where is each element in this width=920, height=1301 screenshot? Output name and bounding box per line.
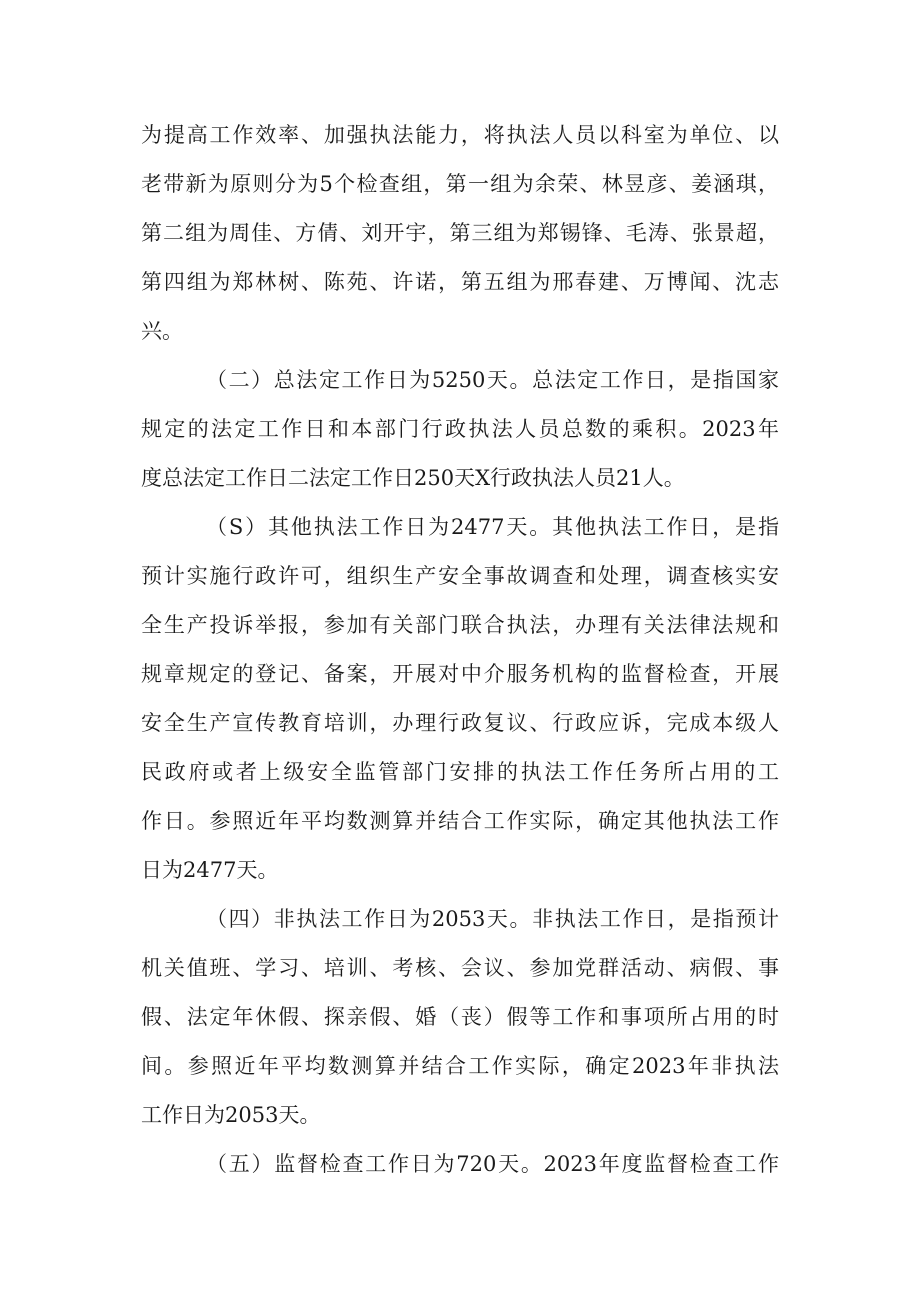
paragraph-4-line-3: 假、法定年休假、探亲假、婚（丧）假等工作和事项所占用的时	[141, 1005, 779, 1029]
paragraph-4-line-2: 机关值班、学习、培训、考核、会议、参加党群活动、病假、事	[141, 956, 779, 980]
paragraph-3-line-1: （S）其他执法工作日为2477天。其他执法工作日，是指	[206, 515, 779, 539]
paragraph-2-line-1: （二）总法定工作日为5250天。总法定工作日，是指国家	[206, 368, 779, 392]
paragraph-3-line-4: 规章规定的登记、备案，开展对中介服务机构的监督检查，开展	[141, 662, 779, 686]
paragraph-1-line-2: 老带新为原则分为5个检查组，第一组为余荣、林昱彦、姜涵琪，	[141, 172, 779, 196]
paragraph-3-line-8: 日为2477天。	[141, 858, 279, 882]
paragraph-1-line-4: 第四组为郑林树、陈苑、许诺，第五组为邢春建、万博闻、沈志	[141, 270, 779, 294]
paragraph-5-line-1: （五）监督检查工作日为720天。2023年度监督检查工作	[206, 1152, 779, 1176]
paragraph-3-line-6: 民政府或者上级安全监管部门安排的执法工作任务所占用的工	[141, 760, 779, 784]
paragraph-2-line-3: 度总法定工作日二法定工作日250天X行政执法人员21人。	[141, 466, 685, 490]
paragraph-2-line-2: 规定的法定工作日和本部门行政执法人员总数的乘积。2023年	[141, 417, 779, 441]
paragraph-1-line-3: 第二组为周佳、方倩、刘开宇，第三组为郑锡锋、毛涛、张景超，	[141, 221, 779, 245]
paragraph-3-line-7: 作日。参照近年平均数测算并结合工作实际，确定其他执法工作	[141, 809, 779, 833]
paragraph-3-line-5: 安全生产宣传教育培训，办理行政复议、行政应诉，完成本级人	[141, 711, 779, 735]
paragraph-3-line-3: 全生产投诉举报，参加有关部门联合执法，办理有关法律法规和	[141, 613, 779, 637]
paragraph-4-line-1: （四）非执法工作日为2053天。非执法工作日，是指预计	[206, 907, 779, 931]
paragraph-4-line-4: 间。参照近年平均数测算并结合工作实际，确定2023年非执法	[141, 1054, 779, 1078]
paragraph-4-line-5: 工作日为2053天。	[141, 1103, 321, 1127]
paragraph-3-line-2: 预计实施行政许可，组织生产安全事故调查和处理，调查核实安	[141, 564, 779, 588]
paragraph-1-line-5: 兴。	[141, 319, 183, 343]
paragraph-1-line-1: 为提高工作效率、加强执法能力，将执法人员以科室为单位、以	[141, 123, 779, 147]
